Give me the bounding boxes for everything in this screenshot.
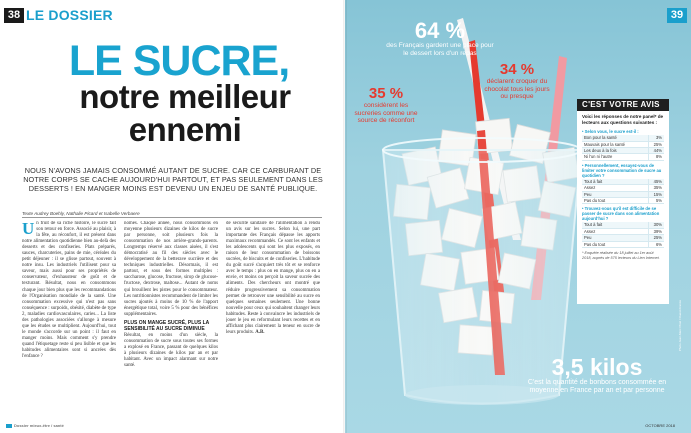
title-line-2: notre meilleur — [79, 78, 291, 115]
photo-credit: Photo Jean-Marc Pinel / Ouest-France — [678, 300, 682, 352]
stat-34-percent — [480, 62, 554, 101]
stat-text: considèrent les sucreries comme une source de réconfort — [354, 102, 418, 125]
inline-subhead: PLUS ON MANGE SUCRÉ, PLUS LA SENSIBILITÉ AU SUCRE DIMINUE — [124, 319, 210, 332]
author-credit: Texte Audrey Boehly, Nathalie Picard et Isabelle Verbaere — [22, 211, 140, 216]
stat-text: déclarent croquer du chocolat tous les jours ou presque — [484, 78, 550, 101]
table-row: Ni l'un ni l'autre 8% — [584, 154, 662, 160]
stat-64-percent — [385, 20, 495, 57]
poll-question-1: • Selon vous, le sucre est-il : — [582, 129, 639, 135]
table-row: Peu 15% — [584, 191, 662, 197]
divider — [22, 217, 322, 218]
stat-value: 64 % — [414, 18, 466, 43]
text-column-1 — [22, 221, 116, 417]
poll-heading: C'EST VOTRE AVIS — [577, 99, 669, 111]
table-row: Tout à fait 30% — [584, 222, 662, 228]
signature: A.B. — [255, 329, 265, 335]
footer-left: Dossier mieux-être / santé — [6, 423, 64, 428]
poll-intro: Voici les réponses de notre panel* de lecteurs aux questions suivantes : — [582, 114, 664, 125]
table-row: Pas du tout 5% — [584, 198, 662, 204]
lead-paragraph: NOUS N'AVONS JAMAIS CONSOMMÉ AUTANT DE SUCRE. CAR CE CARBURANT DE NOTRE CORPS SE CACHE AUJOURD'HUI PARTOUT, ET PAS SEULEMENT DANS LES DESSERTS ! EN MANGER MOINS EST DEVENU UN ENJEU DE SANTÉ PUBLIQUE. — [23, 166, 323, 194]
poll-question-2: • Personnellement, essayez-vous de limiter votre consommation de sucre au quotidien ? — [582, 162, 662, 178]
poll-table-2 — [582, 179, 664, 205]
column-2b-text: Résultat, en moins d'un siècle, la consommation de sucre sous toutes ses formes a explosé en France, passant de quelques kilos à plusieurs dizaines de kilos par an et par habitant. Avec un impact alarmant sur notre santé. — [124, 332, 218, 368]
text-column-2 — [124, 221, 218, 417]
table-row: Pas du tout 6% — [584, 241, 662, 247]
footer-marker — [6, 424, 12, 428]
poll-table-3 — [582, 222, 664, 248]
poll-table-1 — [582, 135, 664, 161]
stat-3-5-kilos — [527, 355, 667, 395]
column-1-text: n fruit de sa riche histoire, le sucre fait son retour en force. Associé au plaisir, à la fête, au réconfort, il est présent dans notre alimentation quotidienne bien au-delà des desserts et des confiseries. Plats préparés, sauces, charcuteries, pains de mie, céréales du petit déjeuner : il se glisse partout, souvent à notre insu. Les industriels l'utilisent pour sa saveur, mais aussi pour ses propriétés de conservateur, d'exhausteur de goût et de texturant. Résultat, nous en consommons chaque jour bien plus que les recommandations de l'Organisation mondiale de la santé. Une consommation excessive qui n'est pas sans conséquence : surpoids, obésité, diabète de type 2, maladies cardiovasculaires, caries... La liste des pathologies associées s'allonge à mesure que les études se multiplient. Aujourd'hui, tout le monde s'accorde sur un point : il faut en manger moins. Mais comment s'y prendre quand l'étiquetage reste si peu lisible et que les habitudes alimentaires sont si ancrées dès l'enfance ? — [22, 221, 116, 360]
table-row: Assez 35% — [584, 185, 662, 191]
text-column-3 — [226, 221, 320, 417]
stat-value: 34 % — [499, 61, 535, 78]
page-number-right: 39 — [667, 8, 687, 23]
table-row: Les deux à la fois 44% — [584, 148, 662, 153]
stat-35-percent — [350, 86, 422, 125]
page-number-left: 38 — [4, 8, 24, 23]
footer-right: OCTOBRE 2018 — [645, 423, 675, 428]
poll-question-3: • Trouvez-vous qu'il est difficile de se passer de sucre dans son alimentation aujourd'hui ? — [582, 206, 660, 222]
table-row: Assez 39% — [584, 228, 662, 234]
right-page — [345, 0, 691, 433]
stat-text: C'est la quantité de bonbons consommée en moyenne en France par an et par personne — [527, 379, 667, 394]
stat-value: 35 % — [368, 85, 404, 102]
stat-value: 3,5 kilos — [551, 354, 643, 380]
section-label: LE DOSSIER — [26, 7, 113, 23]
reader-poll-box — [577, 99, 669, 304]
table-row: Mauvais pour la santé 25% — [584, 141, 662, 147]
poll-source-note: * Enquête réalisée du 18 juillet au 1er août 2018, auprès de 575 lecteurs du Lien Internet. — [582, 251, 660, 260]
table-row: Tout à fait 45% — [584, 178, 662, 184]
column-2-text: nomes. Chaque année, nous consommons en moyenne plusieurs dizaines de kilos de sucre par personne, soit plusieurs fois la consommation de nos arrière-grands-parents. Longtemps réservé aux classes aisées, il s'est démocratisé au fil des siècles avec le développement de la betterave sucrière et des techniques industrielles. Désormais, il est partout, et sous des formes multiples : saccharose, glucose, fructose, sirop de glucose-fructose, dextrose, maltose... Autant de noms qui brouillent les pistes pour le consommateur. Les nutritionnistes recommandent de limiter les sucres ajoutés à moins de 10 % de l'apport énergétique total, voire 5 % pour des bénéfices supplémentaires. — [124, 221, 218, 317]
left-page — [0, 0, 345, 433]
title-line-1: LE SUCRE, — [68, 37, 290, 85]
drop-cap: U — [22, 221, 35, 238]
page-gutter — [343, 0, 347, 433]
column-3-text: de sécurité sanitaire de l'alimentation a rendu un avis sur les sucres. Selon lui, une part importante des Français dépasse les apports maximaux recommandés. Ce sont les enfants et les adolescents qui sont les plus exposés, en raison de leur consommation de boissons sucrées, de biscuits et de confiseries. L'habitude du goût sucré s'acquiert très tôt et se renforce avec le temps : plus on en mange, plus on en a envie, et moins on perçoit la saveur sucrée des aliments. Des chercheurs ont montré que réduire progressivement sa consommation permet de retrouver une sensibilité au sucre en quelques semaines seulement. Une bonne nouvelle pour ceux qui souhaitent changer leurs habitudes. Reste à convaincre les industriels de jouer le jeu en reformulant leurs recettes et en affichant plus clairement la teneur en sucre de leurs produits. — [226, 221, 320, 335]
table-row: Bon pour la santé 3% — [584, 135, 662, 141]
table-row: Peu 25% — [584, 235, 662, 241]
stat-text: des Français gardent une place pour le dessert lors d'un repas — [386, 42, 494, 57]
title-line-3: ennemi — [128, 111, 242, 148]
